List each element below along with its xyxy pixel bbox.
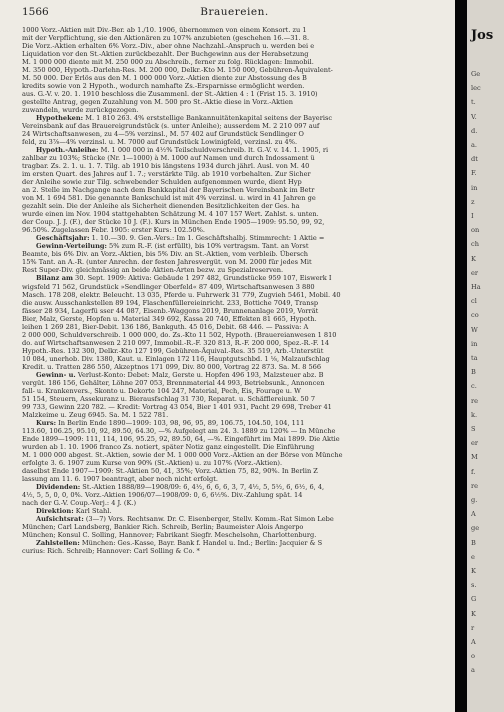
adjacent-page-fragment: in bbox=[471, 183, 478, 192]
adjacent-page-fragment: re bbox=[471, 481, 479, 490]
text-line: München; Konsul C. Solling, Hannover; Fabrikant Siegfr. Meschelsohn, Charlottenburg. bbox=[22, 530, 317, 539]
adjacent-page-fragment: d. bbox=[471, 126, 478, 135]
text-line: Hypoth.-Anleihe: M. 1 000 000 in 4½% Teilschuldverschreib. lt. G.-V. v. 14. 1. 1905, ri bbox=[36, 146, 329, 155]
text-line: 2 000 000, Schuldverschreib. 1 000 000, do. Zs.-Kto 11 502, Hypoth. (Brauereianwesen 1 810 bbox=[22, 330, 337, 339]
text-line: Direktion: Karl Stahl. bbox=[36, 506, 112, 515]
adjacent-page-fragment: er bbox=[471, 268, 479, 277]
adjacent-page-fragment: A bbox=[471, 638, 476, 646]
page-body-text bbox=[22, 26, 455, 555]
text-line: Aufsichtsrat: (3—7) Vors. Rechtsanw. Dr. C. Eisenberger, Stellv. Komm.-Rat Simon Lebe bbox=[36, 514, 334, 523]
text-line: 24 Wirtschaftsanwesen, zu 4—5% verzinsl., M. 57 402 auf Grundstück Sendlinger O bbox=[22, 130, 304, 139]
text-line: M. 50 000. Der Erlös aus den M. 1 000 000 Vorz.-Aktien diente zur Abstossung des B bbox=[22, 74, 307, 83]
adjacent-page-fragment: ch bbox=[471, 240, 479, 249]
adjacent-page-fragment: lec bbox=[471, 84, 481, 93]
adjacent-page-fragment: dt bbox=[471, 155, 478, 164]
running-title: Brauereien. bbox=[200, 6, 269, 18]
text-line: Masch. 178 208, elektr. Beleucht. 13 035, Pferde u. Fuhrwerk 31 779, Zugvieh 5461, Mobil. 40 bbox=[22, 290, 341, 299]
adjacent-page-fragment: g. bbox=[471, 496, 478, 504]
text-line: der Anleihe sowie zur Tilg. schwebender Schulden aufgenommen wurde, dient Hyp bbox=[22, 178, 302, 187]
adjacent-page-fragment: re bbox=[471, 396, 479, 405]
text-line: gezahlt sein. Die der Anleihe als Sicherheit dienenden Besitzlichkeiten der Ges. ha bbox=[22, 202, 300, 211]
text-line: feld, zu 3⅞—4% verzinsl. u. M. 7000 auf Grundstück Lowinigfeld, verzinsl. zu 4%. bbox=[22, 138, 298, 147]
text-line: 15% Tant. an A.-R. (unter Anrechn. der festen Jahresvergüt. von M. 2000 für jedes Mit bbox=[22, 258, 312, 267]
adjacent-page-fragment: K bbox=[471, 254, 476, 263]
adjacent-page-fragment: in bbox=[471, 339, 478, 348]
text-line: wurden ab 1. 10. 1906 franco Zs. notiert, später Notiz ganz eingestellt. Die Einführung bbox=[22, 442, 315, 451]
text-line: München; Carl Landsberg, Bankier Rich. Schreib, Berlin; Baumeister Alois Angerpo bbox=[22, 522, 304, 531]
text-line: 1000 Vorz.-Aktien mit Div.-Ber. ab 1./10. 1906, übernommen von einem Konsort. zu 1 bbox=[22, 26, 307, 34]
text-line: 99 733, Gewinn 220 782. — Kredit: Vortrag 43 054, Bier 1 401 931, Pacht 29 698, Treber 41 bbox=[22, 402, 332, 411]
adjacent-page-fragment: s. bbox=[471, 581, 477, 590]
adjacent-page-fragment: r bbox=[471, 623, 475, 632]
text-line: an 2. Stelle im Nachgange nach dem Bankkapital der Bayerischen Vereinsbank im Betr bbox=[22, 186, 315, 195]
adjacent-page-fragment: V. bbox=[471, 112, 477, 121]
text-line: Vereinsbank auf das Brauereigrundstück (s. unter Anleihe); ausserdem M. 2 210 097 auf bbox=[22, 122, 320, 131]
adjacent-page-fragment: B bbox=[471, 538, 476, 547]
text-line: 51 154, Steuern, Assekuranz u. Bierausfschlag 31 730, Reparat. u. Schäfflereiunk. 50 7 bbox=[22, 394, 316, 403]
text-line: leihen 1 269 281, Bier-Debit. 136 186, Bankguth. 45 016, Debit. 68 446. — Passiva: A bbox=[22, 322, 309, 331]
text-line: zuwandeln, wurde zurückgezogen. bbox=[22, 106, 139, 115]
adjacent-page-fragment: c. bbox=[471, 382, 477, 391]
text-line: fall- u. Krankenvers., Skonto u. Dekorte 104 247, Material, Pech, Eis, Fourage u. W bbox=[22, 386, 301, 395]
text-line: M. 1 000 000 abgest. St.-Aktien, sowie der M. 1 000 000 Vorz.-Aktien an der Börse von Münche bbox=[22, 450, 343, 459]
text-line: curius: Rich. Schreib; Hannover: Carl Solling & Co. * bbox=[22, 547, 200, 556]
adjacent-page-fragment: z bbox=[471, 197, 475, 206]
adjacent-page-fragment: o bbox=[471, 652, 475, 661]
text-line: do. auf Wirtschaftsanwesen 2 210 097, Immobil.-R.-F. 320 813, R.-F. 200 000, Spez.-R.-F. 14 bbox=[22, 338, 330, 347]
adjacent-page-fragment: K bbox=[471, 609, 476, 618]
text-line: 4½, 5, 5, 0, 0, 0%. Vorz.-Aktien 1906/07—1908/09: 0, 6, 6½%. Div.-Zahlung spät. 14 bbox=[22, 490, 303, 499]
text-line: Gewinn- u. Verlust-Konto: Debet: Malz, Gerste u. Hopfen 496 193, Malzsteuer abz. B bbox=[36, 370, 324, 379]
adjacent-page-edge bbox=[467, 0, 504, 712]
text-line: daselbst Ende 1907—1909: St.-Aktien 50, 41, 35%; Vorz.-Aktien 75, 82, 90%. In Berlin Z bbox=[22, 466, 318, 475]
text-line: 96.50%. Zugelassen Febr. 1905: erster Kurs: 102.50%. bbox=[22, 226, 205, 235]
text-line: mit der Verpflichtung, sie den Aktionären zu 107% anzubieten (geschehen 16.—31. 8. bbox=[22, 34, 310, 43]
text-line: Hypoth.-Res. 132 300, Delkr.-Kto 127 199, Gebühren-Äquival.-Res. 35 519, Arb.-Unterstüt bbox=[22, 346, 324, 355]
text-line: Bilanz am 30. Sept. 1909: Aktiva: Gebäude 1 297 482, Grundstücke 959 107, Eiswerk I bbox=[36, 274, 332, 283]
text-line: lassung am 11. 6. 1907 beantragt, aber noch nicht erfolgt. bbox=[22, 474, 218, 483]
text-line: Kredit. u. Tratten 286 550, Akzeptnos 171 099, Div. 80 000, Vortrag 22 873. Sa. M. 8 566 bbox=[22, 362, 322, 371]
page-number: 1566 bbox=[22, 6, 49, 18]
text-line: im ersten Quart. des Jahres auf 1. 7.; verstärkte Tilg. ab 1910 vorbehalten. Zur Sicher bbox=[22, 170, 311, 179]
adjacent-page-fragment: ge bbox=[471, 524, 480, 533]
text-line: 113.60, 106.25, 95.10, 92, 89.50, 64.30, —% Aufgelegt am 24. 3. 1889 zu 120% — In Münche bbox=[22, 426, 336, 435]
adjacent-page-fragment: I bbox=[471, 212, 474, 220]
adjacent-page-fragment: Ha bbox=[471, 283, 481, 291]
text-line: tragbar. Zs. 2. 1. u. 1. 7. Tilg. ab 1910 bis längstens 1934 durch jährl. Ausl. von M. 40 bbox=[22, 162, 310, 171]
adjacent-page-fragment: K bbox=[471, 567, 476, 575]
text-line: Rest Super-Div. gleichmässig an beide Aktien-Arten bezw. zu Spezialreserven. bbox=[22, 266, 284, 275]
text-line: aus. G.-V. v. 20. 1. 1910 beschloss die Zusammenl. der St.-Aktien 4 : 1 (Frist 15. 3. 1910) bbox=[22, 90, 318, 99]
adjacent-page-fragment: a. bbox=[471, 141, 478, 149]
adjacent-page-fragment: t. bbox=[471, 98, 476, 107]
adjacent-page-fragment: Ge bbox=[471, 70, 481, 78]
text-line: Liquidation vor den St.-Aktien zurückbezahlt. Der Buchgewinn aus der Herabsetzung bbox=[22, 50, 309, 59]
text-line: von M. 1 694 581. Die genannte Bankschuld ist mit 4% verzinsl. u. wird in 41 Jahren ge bbox=[22, 194, 316, 203]
adjacent-page-fragment: co bbox=[471, 311, 479, 320]
text-line: Kurs: In Berlin Ende 1890—1909: 103, 98, 96, 95, 89, 106.75, 104.50, 104, 111 bbox=[36, 418, 305, 427]
text-line: 10 084, unerhob. Div. 1380, Kaut. u. Einlagen 172 116, Hauptgutschbd. 1 ⅛, Malzaufschlag bbox=[22, 354, 330, 363]
text-line: Dividenden: St.-Aktien 1888/89—1908/09: 6, 4½, 6, 6, 6, 3, 7, 4½, 5, 5½, 6, 6½, 6, 4, bbox=[36, 482, 325, 491]
adjacent-page-fragment: f. bbox=[471, 467, 476, 476]
adjacent-page-fragment: ta bbox=[471, 354, 478, 362]
text-line: fässer 28 934, Lagerfü sser 44 087, Eisenb.-Waggons 2019, Brunnenanlage 2019, Vorrät bbox=[22, 306, 319, 315]
adjacent-page-fragment: on bbox=[471, 226, 480, 235]
adjacent-page-fragment: M bbox=[471, 453, 478, 462]
adjacent-page-fragment: e bbox=[471, 552, 475, 561]
text-line: Geschäftsjahr: 1. 10.—30. 9. Gen.-Vers.: Im 1. Geschäftshalbj. Stimmrecht: 1 Aktie = bbox=[36, 234, 325, 243]
text-line: kredits sowie von 2 Hypoth., wodurch namhafte Zs.-Ersparnisse ermöglicht werden. bbox=[22, 82, 305, 91]
adjacent-page-fragment: S bbox=[471, 425, 476, 433]
text-line: wigsfeld 71 562, Grundstück »Sendlinger Oberfeld« 87 409, Wirtschaftsanwesen 3 880 bbox=[22, 282, 315, 291]
text-line: M. 1 000 000 diente mit M. 250 000 zu Abschreib., ferner zu folg. Rücklagen: Immobil. bbox=[22, 58, 314, 67]
text-line: Malzkeime u. Zeug 6945. Sa. M. 1 522 781. bbox=[22, 410, 169, 419]
text-line: der Coup. J. J. (F.), der Stücke 10 J. (F.). Kurs in München Ende 1905—1909: 95.50, 99, 92, bbox=[22, 218, 325, 227]
adjacent-page-title: Jos bbox=[471, 28, 494, 43]
text-line: vergüt. 186 156, Gehälter, Löhne 207 053, Brennmaterial 44 993, Betriebsunk., Annoncen bbox=[22, 378, 325, 387]
text-line: Zahlstellen: München: Ges.-Kasse, Bayr. Bank f. Handel u. Ind.; Berlin: Jacquier & S bbox=[36, 539, 323, 547]
text-line: Ende 1899—1909: 111, 114, 106, 95.25, 92, 89.50, 64, —%. Eingeführt im Mai 1899. Die Aktie bbox=[22, 434, 340, 443]
adjacent-page-fragment: k. bbox=[471, 410, 478, 419]
text-line: Hypotheken: M. 1 810 263. 4% erststellige Bankannuitätenkapital seitens der Bayerisc bbox=[36, 114, 333, 123]
text-line: gestellte Antrag, gegen Zuzahlung von M. 500 pro St.-Aktie diese in Vorz.-Aktien bbox=[22, 98, 293, 107]
page-header bbox=[22, 6, 447, 22]
text-line: Bier, Malz, Gerste, Hopfen u. Material 349 692, Kassa 20 740, Effekten 81 665, Hypoth. bbox=[22, 314, 317, 323]
adjacent-page-fragment: G bbox=[471, 595, 477, 604]
adjacent-page-fragment: cl bbox=[471, 297, 477, 306]
text-line: M. 350 000, Hypoth.-Darlehn-Res. M. 200 000, Delkr.-Kto M. 150 000, Gebühren-Äquivalent- bbox=[22, 66, 333, 75]
text-line: erfolgte 3. 6. 1907 zum Kurse von 90% (St.-Aktien) u. zu 107% (Vorz.-Aktien). bbox=[22, 458, 283, 467]
text-line: zahlbar zu 103%; Stücke (Nr. 1—1000) à M. 1000 auf Namen und durch Indossament ü bbox=[22, 154, 315, 163]
text-line: nach der G.-V. Coup.-Verj.: 4 J. (K.) bbox=[22, 498, 137, 507]
text-line: Die Vorz.-Aktien erhalten 6% Vorz.-Div., aber ohne Nachzahl.-Anspruch u. werden bei e bbox=[22, 42, 315, 51]
adjacent-page-fragment: a bbox=[471, 666, 475, 675]
adjacent-page-fragment: er bbox=[471, 439, 479, 448]
adjacent-page-fragment: B bbox=[471, 368, 476, 377]
text-line: wurde einen im Nov. 1904 stattgehabten Schätzung M. 4 107 157 Wert. Zahlst. s. unten. bbox=[22, 210, 319, 219]
adjacent-page-fragment: F. bbox=[471, 169, 477, 178]
adjacent-page-fragment: A bbox=[471, 510, 476, 519]
page-gutter bbox=[455, 0, 467, 712]
adjacent-page-fragment: W bbox=[471, 325, 478, 334]
text-line: Gewinn-Verteilung: 5% zum R.-F. (ist erfüllt), bis 10% vertragsm. Tant. an Vorst bbox=[36, 242, 309, 251]
text-line: Beamte, bis 6% Div. an Vorz.-Aktien, bis 5% Div. an St.-Aktien, vom verbleib. Übersch bbox=[22, 250, 309, 259]
text-line: die ausw. Ausschankstellen 89 194, Flaschenfüllereieinricht. 233, Bottiche 7049, Transp bbox=[22, 298, 319, 307]
